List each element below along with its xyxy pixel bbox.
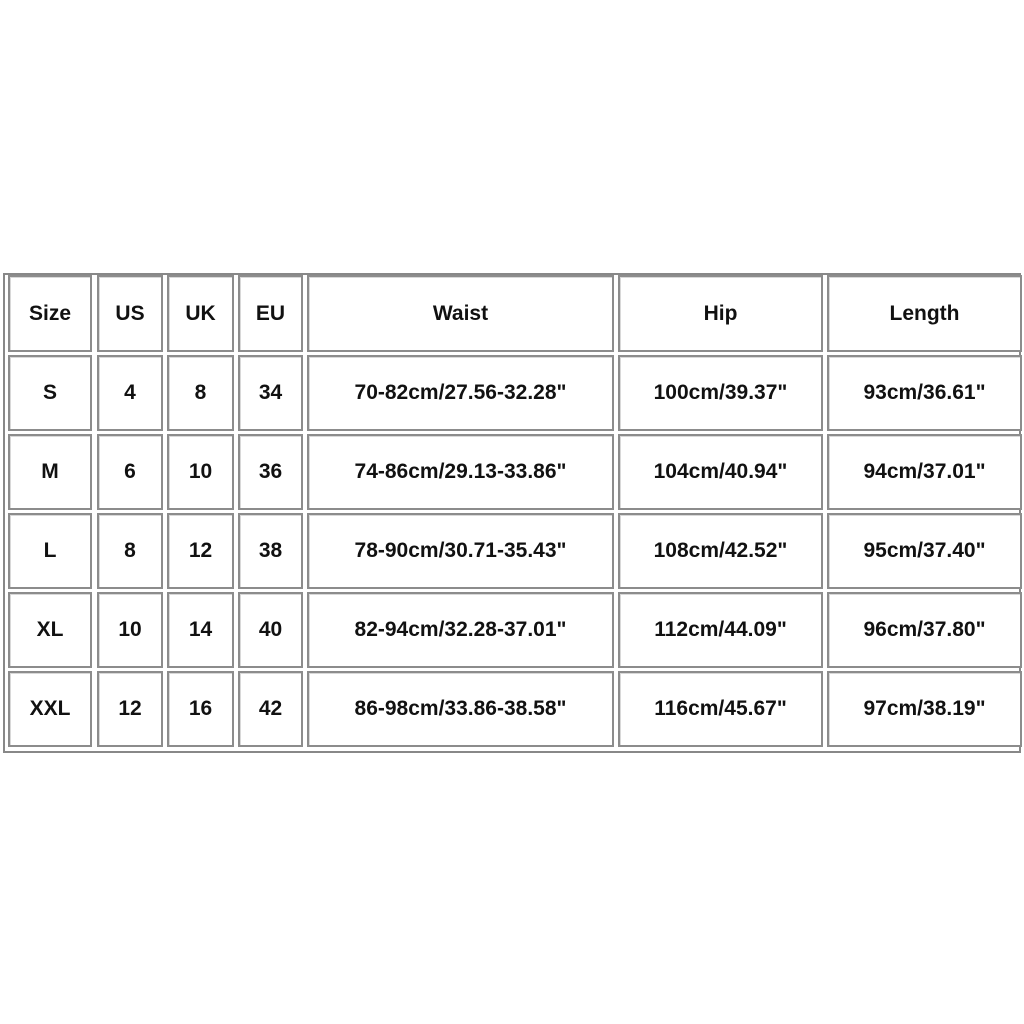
cell-eu: 34 <box>238 355 303 431</box>
cell-us: 8 <box>97 513 163 589</box>
header-hip: Hip <box>618 275 823 352</box>
header-eu: EU <box>238 275 303 352</box>
cell-waist: 82-94cm/32.28-37.01" <box>307 592 614 668</box>
cell-eu: 42 <box>238 671 303 747</box>
header-us: US <box>97 275 163 352</box>
cell-size: M <box>8 434 92 510</box>
cell-waist: 70-82cm/27.56-32.28" <box>307 355 614 431</box>
cell-size: L <box>8 513 92 589</box>
cell-length: 95cm/37.40" <box>827 513 1022 589</box>
header-size: Size <box>8 275 92 352</box>
cell-size: XL <box>8 592 92 668</box>
cell-waist: 78-90cm/30.71-35.43" <box>307 513 614 589</box>
cell-uk: 8 <box>167 355 234 431</box>
cell-eu: 36 <box>238 434 303 510</box>
cell-waist: 86-98cm/33.86-38.58" <box>307 671 614 747</box>
cell-hip: 112cm/44.09" <box>618 592 823 668</box>
cell-us: 6 <box>97 434 163 510</box>
cell-hip: 100cm/39.37" <box>618 355 823 431</box>
size-chart-table <box>3 273 1021 753</box>
cell-waist: 74-86cm/29.13-33.86" <box>307 434 614 510</box>
cell-us: 12 <box>97 671 163 747</box>
cell-uk: 10 <box>167 434 234 510</box>
cell-length: 97cm/38.19" <box>827 671 1022 747</box>
header-uk: UK <box>167 275 234 352</box>
cell-hip: 108cm/42.52" <box>618 513 823 589</box>
cell-size: S <box>8 355 92 431</box>
cell-size: XXL <box>8 671 92 747</box>
header-length: Length <box>827 275 1022 352</box>
header-waist: Waist <box>307 275 614 352</box>
cell-uk: 14 <box>167 592 234 668</box>
cell-uk: 12 <box>167 513 234 589</box>
cell-uk: 16 <box>167 671 234 747</box>
cell-length: 93cm/36.61" <box>827 355 1022 431</box>
cell-hip: 116cm/45.67" <box>618 671 823 747</box>
cell-us: 4 <box>97 355 163 431</box>
cell-length: 96cm/37.80" <box>827 592 1022 668</box>
cell-eu: 38 <box>238 513 303 589</box>
cell-hip: 104cm/40.94" <box>618 434 823 510</box>
cell-us: 10 <box>97 592 163 668</box>
cell-eu: 40 <box>238 592 303 668</box>
cell-length: 94cm/37.01" <box>827 434 1022 510</box>
